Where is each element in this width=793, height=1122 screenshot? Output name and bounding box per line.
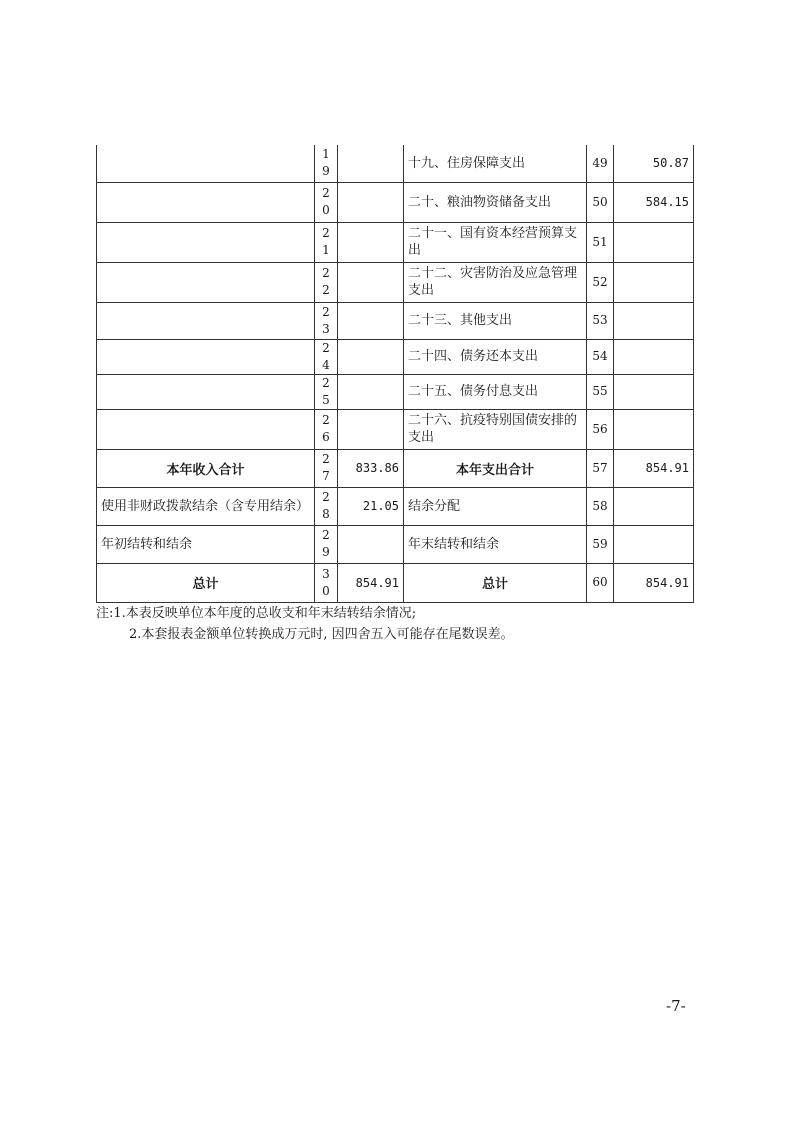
table-row	[97, 145, 694, 182]
page-number: -7-	[666, 997, 686, 1015]
income-label	[97, 222, 315, 262]
income-amount	[338, 222, 404, 262]
expense-amount	[614, 302, 694, 339]
table-row	[97, 302, 694, 339]
income-amount	[338, 262, 404, 302]
income-total-label: 本年收入合计	[97, 449, 315, 487]
income-label	[97, 302, 315, 339]
income-amount: 21.05	[338, 487, 404, 525]
table-row	[97, 487, 694, 525]
income-row-number: 30	[315, 563, 338, 602]
expense-label: 二十六、抗疫特别国债安排的支出	[404, 409, 587, 449]
table-row	[97, 339, 694, 374]
expense-row-number: 49	[587, 145, 614, 182]
income-row-number: 29	[315, 525, 338, 563]
income-label: 年初结转和结余	[97, 525, 315, 563]
expense-row-number: 59	[587, 525, 614, 563]
expense-amount: 584.15	[614, 182, 694, 222]
income-amount	[338, 525, 404, 563]
table-row	[97, 449, 694, 487]
table-row	[97, 409, 694, 449]
expense-label: 二十二、灾害防治及应急管理支出	[404, 262, 587, 302]
income-label	[97, 262, 315, 302]
income-row-number: 19	[315, 145, 338, 182]
expense-label: 十九、住房保障支出	[404, 145, 587, 182]
expense-row-number: 54	[587, 339, 614, 374]
income-amount	[338, 374, 404, 409]
expense-row-number: 60	[587, 563, 614, 602]
table-row	[97, 525, 694, 563]
income-amount	[338, 409, 404, 449]
expense-amount	[614, 525, 694, 563]
expense-amount	[614, 374, 694, 409]
expense-label: 二十、粮油物资储备支出	[404, 182, 587, 222]
expense-row-number: 53	[587, 302, 614, 339]
income-amount	[338, 339, 404, 374]
expense-amount	[614, 339, 694, 374]
expense-amount: 50.87	[614, 145, 694, 182]
income-row-number: 23	[315, 302, 338, 339]
expense-label: 二十一、国有资本经营预算支出	[404, 222, 587, 262]
note-line-2: 2.本套报表金额单位转换成万元时, 因四舍五入可能存在尾数误差。	[129, 627, 514, 642]
income-expense-table	[96, 145, 694, 603]
income-label	[97, 182, 315, 222]
table-row	[97, 222, 694, 262]
income-row-number: 28	[315, 487, 338, 525]
expense-label: 结余分配	[404, 487, 587, 525]
table-row	[97, 262, 694, 302]
expense-row-number: 57	[587, 449, 614, 487]
income-amount: 854.91	[338, 563, 404, 602]
income-label: 使用非财政拨款结余（含专用结余）	[97, 487, 315, 525]
income-label	[97, 374, 315, 409]
income-label	[97, 145, 315, 182]
expense-amount	[614, 409, 694, 449]
expense-row-number: 55	[587, 374, 614, 409]
expense-label: 年末结转和结余	[404, 525, 587, 563]
income-label	[97, 409, 315, 449]
income-row-number: 20	[315, 182, 338, 222]
note-line-1: 注:1.本表反映单位本年度的总收支和年末结转结余情况;	[96, 606, 417, 621]
expense-label: 二十三、其他支出	[404, 302, 587, 339]
expense-row-number: 56	[587, 409, 614, 449]
expense-row-number: 52	[587, 262, 614, 302]
income-amount	[338, 145, 404, 182]
income-label	[97, 339, 315, 374]
table-row	[97, 182, 694, 222]
expense-label: 二十四、债务还本支出	[404, 339, 587, 374]
expense-grand-total-label: 总计	[404, 563, 587, 602]
expense-total-label: 本年支出合计	[404, 449, 587, 487]
income-row-number: 26	[315, 409, 338, 449]
expense-amount: 854.91	[614, 563, 694, 602]
income-amount: 833.86	[338, 449, 404, 487]
expense-row-number: 58	[587, 487, 614, 525]
table-row	[97, 563, 694, 602]
expense-amount	[614, 222, 694, 262]
expense-amount	[614, 487, 694, 525]
expense-amount	[614, 262, 694, 302]
table-notes	[96, 603, 716, 645]
income-grand-total-label: 总计	[97, 563, 315, 602]
table-row	[97, 374, 694, 409]
income-row-number: 25	[315, 374, 338, 409]
income-row-number: 21	[315, 222, 338, 262]
expense-label: 二十五、债务付息支出	[404, 374, 587, 409]
income-row-number: 22	[315, 262, 338, 302]
income-amount	[338, 302, 404, 339]
income-row-number: 24	[315, 339, 338, 374]
income-row-number: 27	[315, 449, 338, 487]
expense-row-number: 51	[587, 222, 614, 262]
expense-amount: 854.91	[614, 449, 694, 487]
expense-row-number: 50	[587, 182, 614, 222]
income-amount	[338, 182, 404, 222]
